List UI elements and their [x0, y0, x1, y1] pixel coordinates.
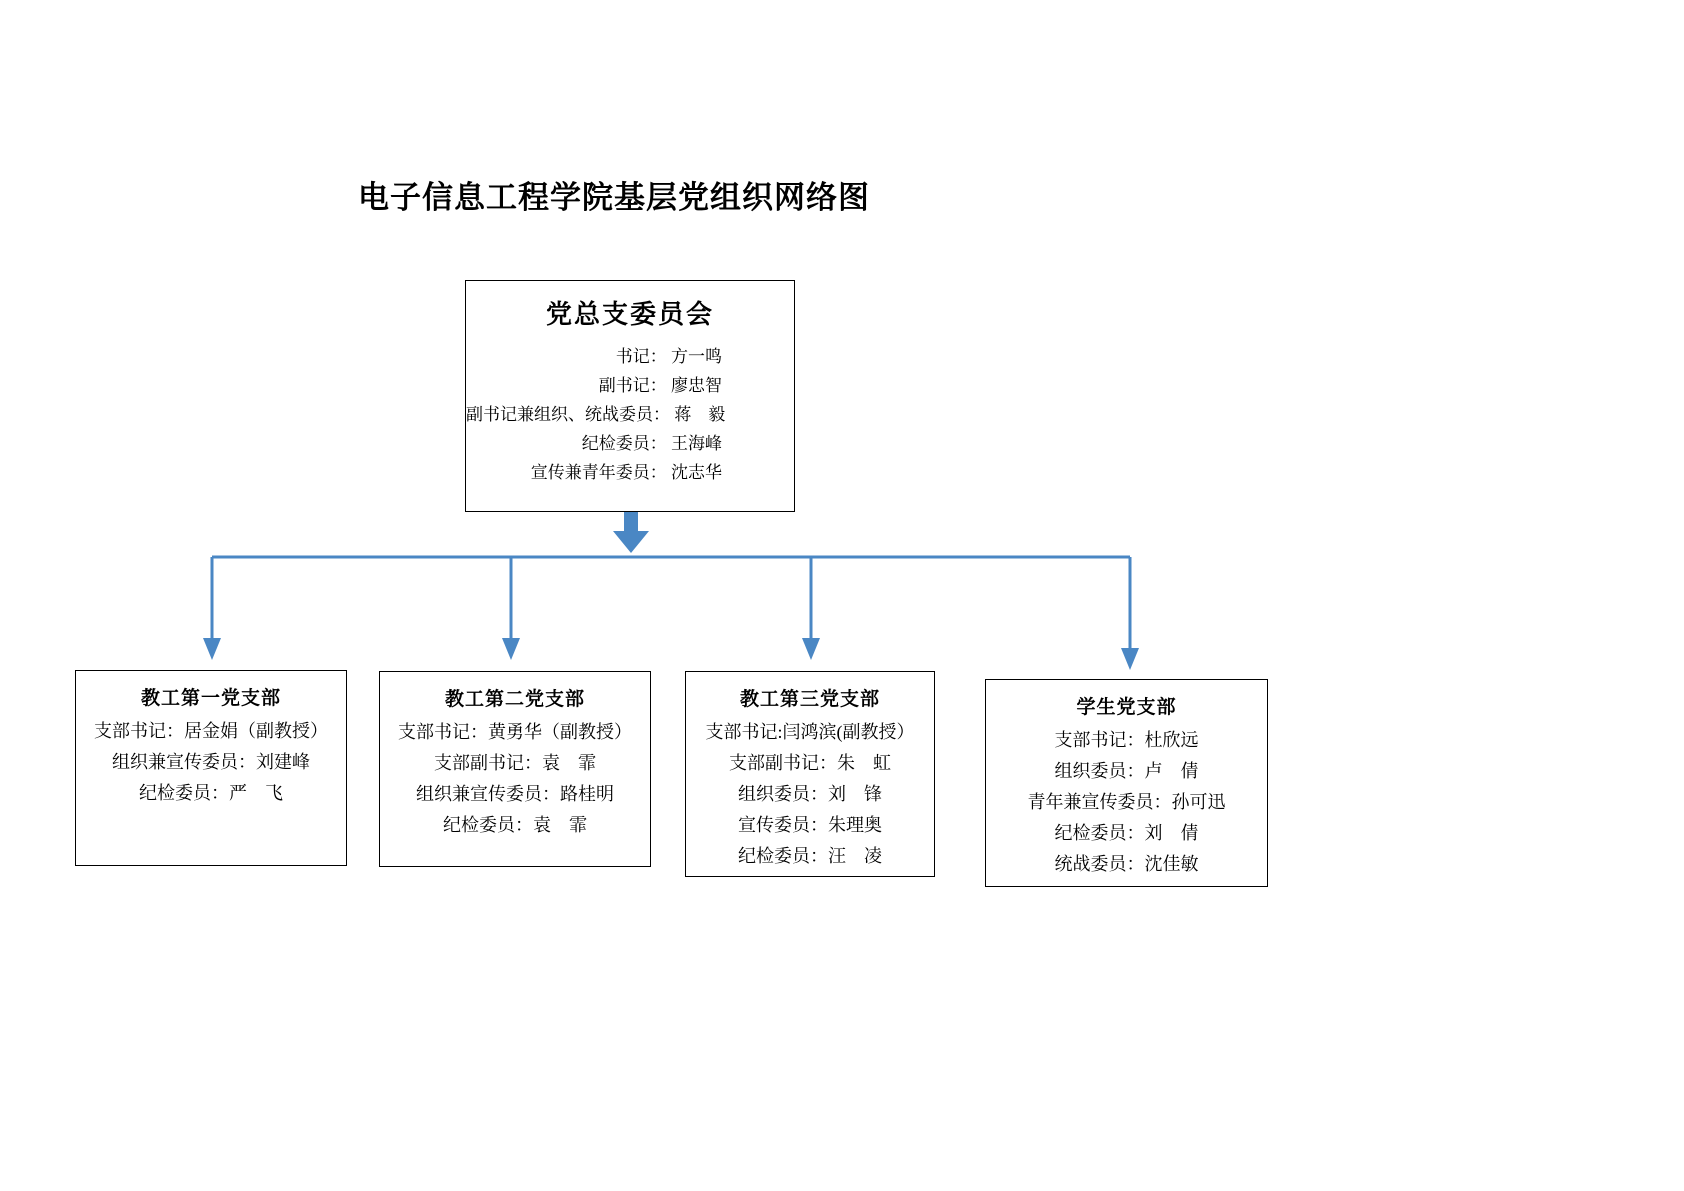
branch-member: 统战委员：沈佳敏 [1054, 854, 1199, 874]
root-down-arrow-icon [613, 505, 649, 553]
branch-member: 纪检委员：严 飞 [139, 783, 283, 803]
branch-member: 组织兼宣传委员：路桂明 [416, 784, 614, 804]
branch-member: 支部书记：黄勇华（副教授） [398, 722, 632, 742]
branch-member: 支部书记:闫鸿滨(副教授） [705, 722, 915, 742]
branch-member: 青年兼宣传委员：孙可迅 [1027, 792, 1226, 812]
branch-member: 组织兼宣传委员：刘建峰 [112, 752, 310, 772]
branch-member: 宣传委员：朱理奥 [738, 815, 882, 835]
branch-title: 教工第二党支部 [444, 689, 585, 710]
root-member: 副书记： 廖忠智 [598, 376, 722, 395]
root-member-list [466, 342, 794, 487]
branch-member: 支部书记：杜欣远 [1054, 730, 1199, 750]
branch-member: 支部副书记：袁 霏 [434, 753, 596, 773]
root-member: 宣传兼青年委员： 沈志华 [530, 463, 722, 482]
branch-title: 学生党支部 [1076, 697, 1177, 718]
branch-member: 纪检委员：刘 倩 [1054, 823, 1199, 843]
node-faculty-branch-2 [379, 671, 651, 867]
branch-member: 纪检委员：汪 凌 [738, 846, 882, 866]
branch-member: 支部副书记：朱 虹 [729, 753, 891, 773]
root-node-title: 党总支委员会 [545, 300, 714, 329]
node-party-general-branch-committee [465, 280, 795, 512]
root-member: 书记： 方一鸣 [615, 347, 722, 366]
node-faculty-branch-3 [685, 671, 935, 877]
branch-member: 组织委员：刘 锋 [738, 784, 882, 804]
node-faculty-branch-1 [75, 670, 347, 866]
branch-member: 纪检委员：袁 霏 [443, 815, 587, 835]
root-member: 纪检委员： 王海峰 [581, 434, 722, 453]
branch-title: 教工第三党支部 [739, 689, 880, 710]
root-member: 副书记兼组织、统战委员： 蒋 毅 [466, 405, 726, 424]
branch-title: 教工第一党支部 [140, 688, 281, 709]
page-title: 电子信息工程学院基层党组织网络图 [358, 180, 870, 215]
branch-member: 支部书记：居金娟（副教授） [94, 721, 328, 741]
node-student-branch [985, 679, 1268, 887]
branch-member: 组织委员：卢 倩 [1054, 761, 1199, 781]
